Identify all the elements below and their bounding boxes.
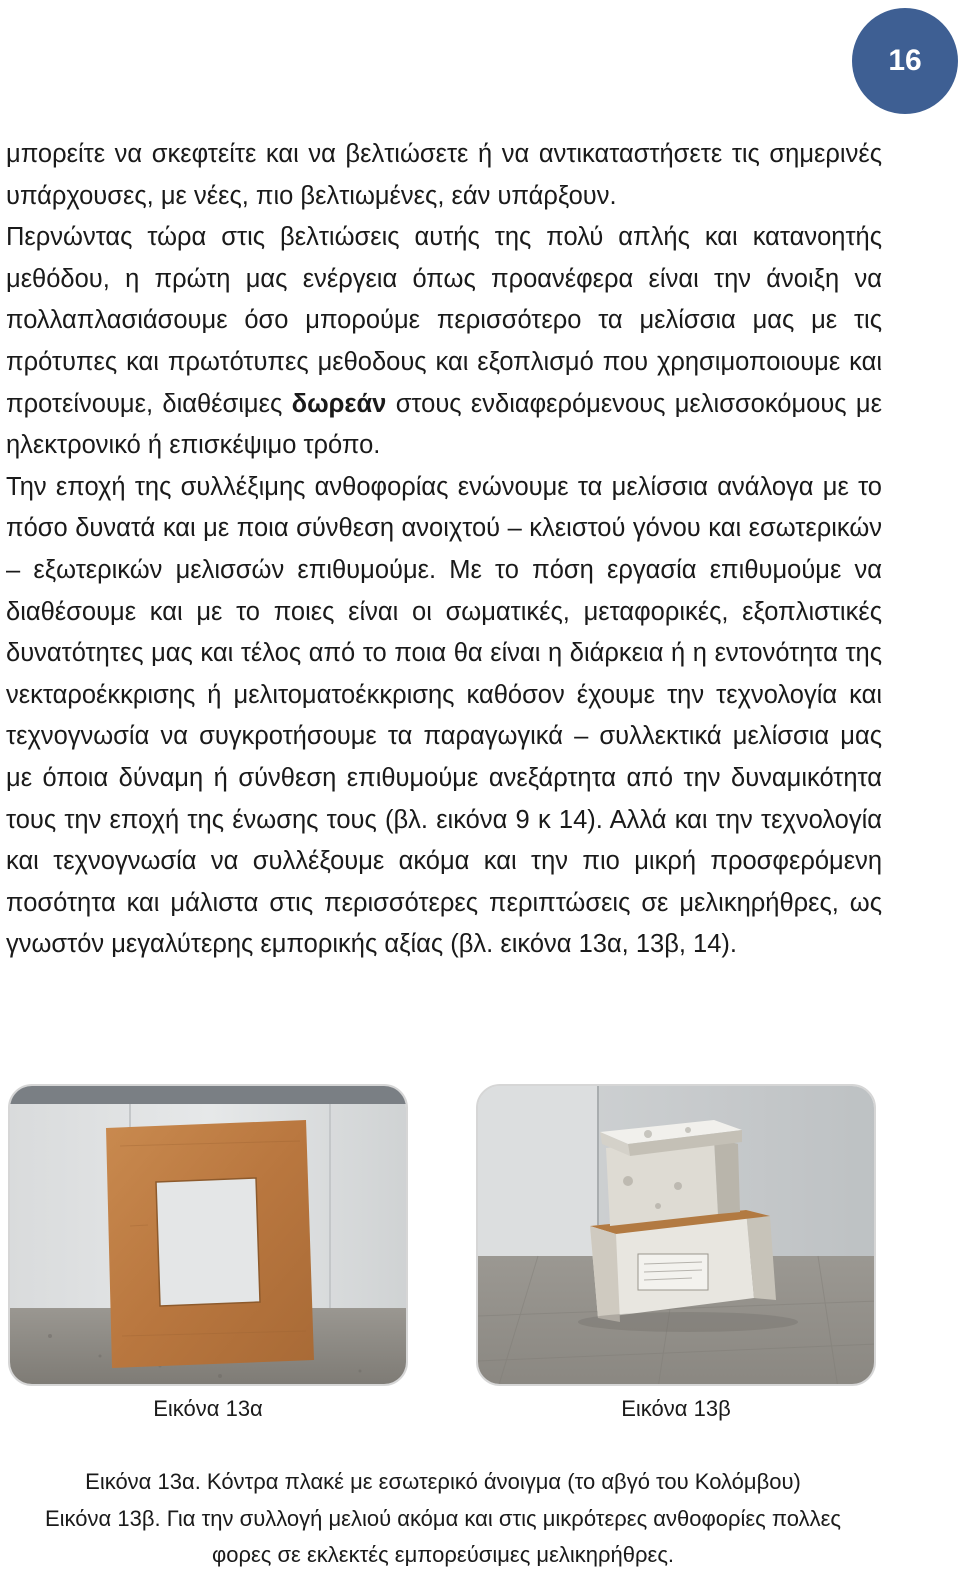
paragraph-2 xyxy=(6,217,882,467)
page-number: 16 xyxy=(888,44,922,77)
body-text xyxy=(6,134,882,966)
page-number-badge xyxy=(852,8,958,114)
paragraph-2-text: Περνώντας τώρα στις βελτιώσεις αυτής της πολύ απλής και κατανοητής μεθόδου, η πρώτη μας ενέργεια όπως προανέφερα είναι την άνοιξη να πολλαπλασιάσουμε όσο μπορούμε περισσότερο τα μελίσσια μας με τις πρότυπες και πρωτότυπες μεθοδους και εξοπλισμό που χρησιμοποιουμε και προτείνουμε, διαθέσιμες xyxy=(6,223,882,418)
paragraph-2-tail: στους ενδιαφερόμενους μελισσοκόμους με ηλεκτρονικό ή επισκέψιμο τρόπο. xyxy=(6,389,882,460)
note-13b-continued: φορες σε εκλεκτές εμπορεύσιμες μελικηρήθρες. xyxy=(211,1542,675,1567)
figure-notes xyxy=(0,1464,886,1574)
caption-13a: Εικόνα 13α xyxy=(153,1396,263,1421)
note-13a: Εικόνα 13α. Κόντρα πλακέ με εσωτερικό άνοιγμα (το αβγό του Κολόμβου) xyxy=(85,1469,801,1494)
photo-13b xyxy=(476,1084,876,1386)
photo-13a xyxy=(8,1084,408,1386)
bold-free-word: δωρεάν xyxy=(291,389,387,418)
caption-13b: Εικόνα 13β xyxy=(621,1396,731,1421)
hive-box-image xyxy=(478,1086,876,1386)
paragraph-3: Την εποχή της συλλέξιμης ανθοφορίας ενώνουμε τα μελίσσια ανάλογα με το πόσο δυνατά και με ποια σύνθεση ανοιχτού – κλειστού γόνου και εσωτερικών – εξωτερικών μελισσών επιθυμούμε. Με το πόση εργασία επιθυμούμε να διαθέσουμε και με το ποιες είναι οι σωματικές, μεταφορικές, εξοπλιστικές δυνατότητες μας και τέλος από το ποια θα είναι η διάρκεια ή η εντονότητα της νεκταροέκκρισης ή μελιτοματοέκκρισης καθόσον έχουμε την τεχνολογία και τεχνογνωσία να συγκροτήσουμε τα παραγωγικά – συλλεκτικά μελίσσια μας με όποια δύναμη ή σύνθεση επιθυμούμε ανεξάρτητα από την δυναμικότητα τους την εποχή της ένωσης τους (βλ. εικόνα 9 κ 14). Αλλά και την τεχνολογία και τεχνογνωσία να συλλέξουμε ακόμα και την πιο μικρή προσφερόμενη ποσότητα και μάλιστα στις περισσότερες περιπτώσεις σε μελικηρήθρες, ως γνωστόν μεγαλύτερης εμπορικής αξίας (βλ. εικόνα 13α, 13β, 14). xyxy=(6,472,882,959)
note-13b: Εικόνα 13β. Για την συλλογή μελιού ακόμα και στις μικρότερες ανθοφορίες πολλες xyxy=(44,1505,841,1531)
plywood-frame-image xyxy=(10,1086,408,1386)
paragraph-1: μπορείτε να σκεφτείτε και να βελτιώσετε ή να αντικαταστήσετε τις σημερινές υπάρχουσες, με νέες, πιο βελτιωμένες, εάν υπάρξουν. xyxy=(6,140,882,210)
